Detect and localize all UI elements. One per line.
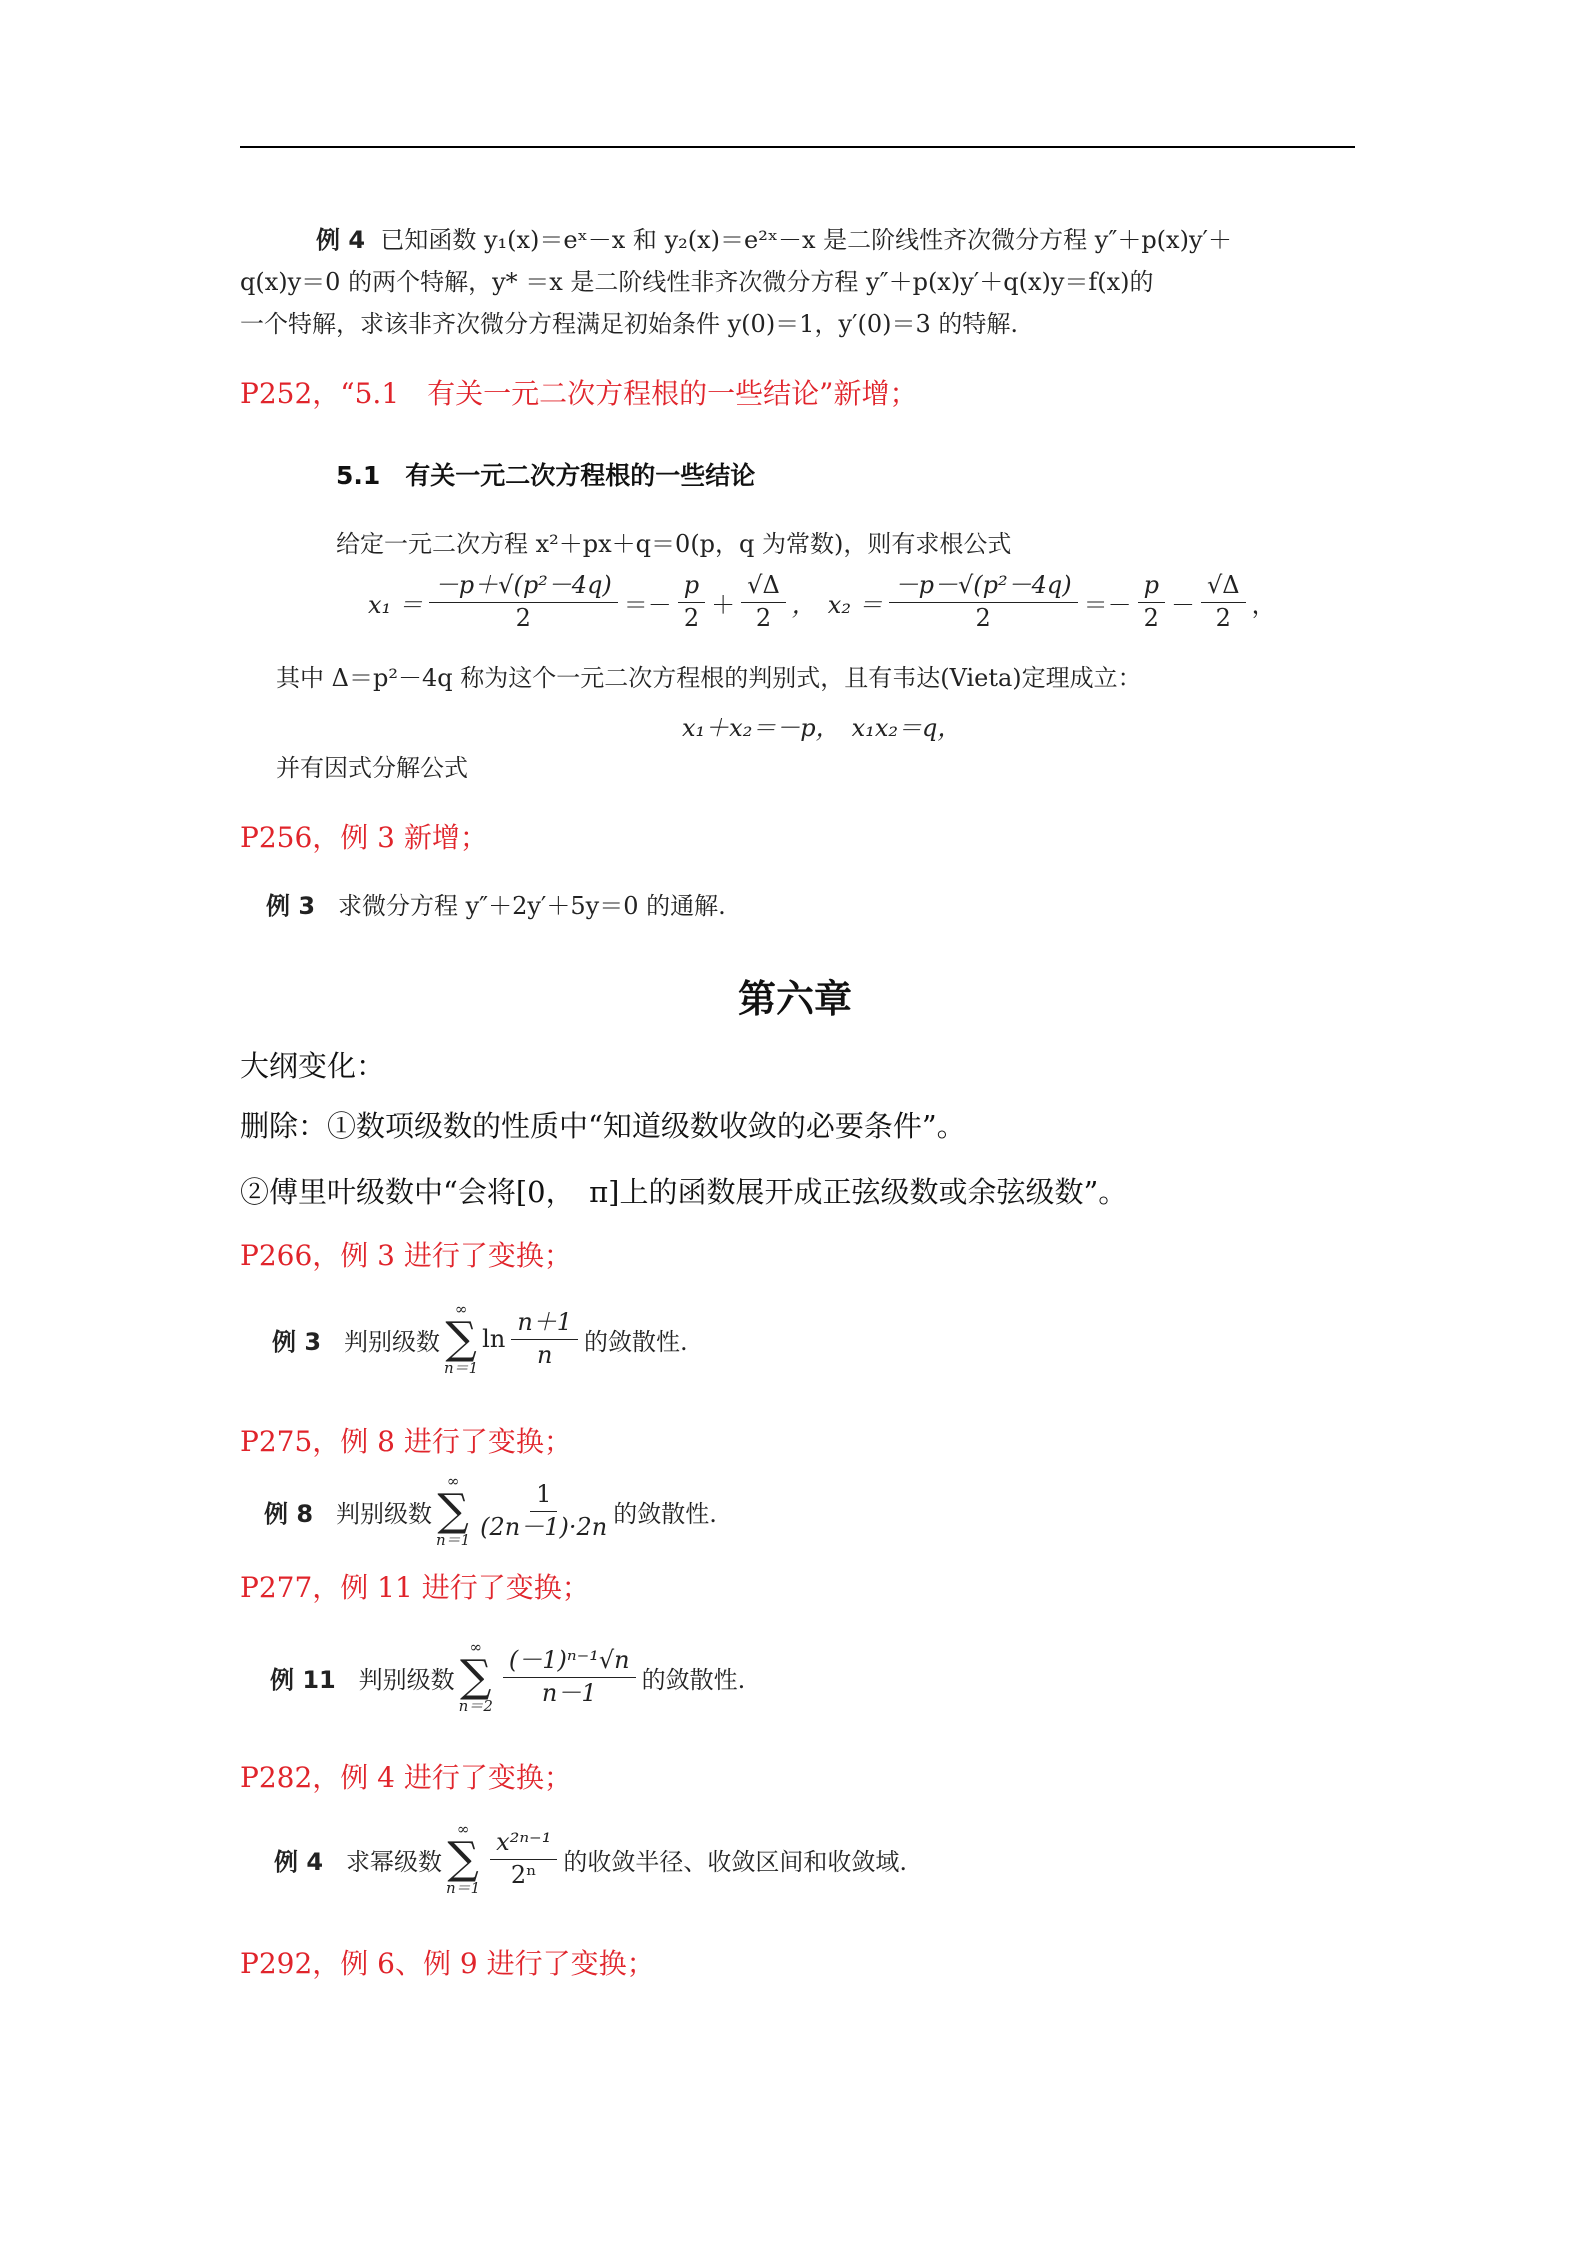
example-4-line-2: q(x)y＝0 的两个特解，y* ＝x 是二阶线性非齐次微分方程 y″＋p(x)y′＋q(x)y＝f(x)的 [240,268,1154,296]
example-3-series: 例 3 判别级数 ∞ ∑ n＝1 ln $\frac{n+1}{n}$ 的敛散性. [272,1300,688,1377]
example-label: 例 8 [264,1499,314,1528]
example-label: 例 4 [316,226,366,254]
sum-symbol: ∞ ∑ n＝2 [458,1638,493,1715]
example-label: 例 3 [266,892,316,920]
example-4-line-3: 一个特解，求该非齐次微分方程满足初始条件 y(0)＝1，y′(0)＝3 的特解. [240,310,1018,338]
note-p266: P266，例 3 进行了变换； [240,1239,572,1272]
delete-line: 删除：①数项级数的性质中“知道级数收敛的必要条件”。 [240,1109,966,1143]
example-label: 例 3 [272,1327,322,1356]
example-3-new: 例 3 求微分方程 y″＋2y′＋5y＝0 的通解. [266,892,726,920]
example-4-line-1: 例 4 已知函数 y₁(x)＝eˣ－x 和 y₂(x)＝e²ˣ－x 是二阶线性齐次微分方程 y″＋p(x)y′＋ [316,226,1232,254]
factorization-line: 并有因式分解公式 [276,754,468,782]
fourier-line: ②傅里叶级数中“会将[0， π]上的函数展开成正弦级数或余弦级数”。 [240,1175,1128,1209]
header-rule [240,146,1355,148]
example-11-series: 例 11 判别级数 ∞ ∑ n＝2 $\frac{\text{(－1)ⁿ⁻¹√n}}{n-1}$ 的敛散性. [270,1638,746,1715]
note-p252: P252，“5.1 有关一元二次方程根的一些结论”新增； [240,377,918,410]
outline-title: 大纲变化： [240,1049,386,1083]
note-p256: P256，例 3 新增； [240,821,488,854]
discriminant-line: 其中 Δ＝p²－4q 称为这个一元二次方程根的判别式，且有韦达(Vieta)定理成立： [276,664,1142,692]
section-5-1-heading: 5.1 有关一元二次方程根的一些结论 [336,461,756,490]
note-p275: P275，例 8 进行了变换； [240,1425,572,1458]
example-8-series: 例 8 判别级数 ∞ ∑ n＝1 $\frac{1}{(2n-1)\cdot 2n}$ 的敛散性. [264,1472,717,1549]
example-label: 例 4 [274,1847,324,1876]
sum-symbol: ∞ ∑ n＝1 [443,1300,479,1377]
sum-symbol: ∞ ∑ n＝1 [445,1820,481,1897]
chapter-title: 第六章 [738,976,853,1021]
vieta-formula: x₁＋x₂＝－p， x₁x₂＝q， [682,714,962,742]
root-formula: x₁ ＝ $\frac{\text{－p＋√(p²－4q)}}{2}$ ＝－ $\frac{p}{2}$ ＋ $\frac{√\Delta}{2}$ ， x₂ ＝ $\frac{\text{－p－√(p²－4q)}}{2}$ ＝－ $\frac{p}{2}$ － $\frac{√\Delta}{2}$ ， [368,571,1276,632]
example-label: 例 11 [270,1665,336,1694]
section-5-1-intro: 给定一元二次方程 x²＋px＋q＝0(p，q 为常数)，则有求根公式 [336,530,1012,558]
note-p277: P277，例 11 进行了变换； [240,1571,590,1604]
sum-symbol: ∞ ∑ n＝1 [435,1472,471,1549]
note-p282: P282，例 4 进行了变换； [240,1761,572,1794]
example-4-power-series: 例 4 求幂级数 ∞ ∑ n＝1 $\frac{\text{x²ⁿ⁻¹}}{\text{2ⁿ}}$ 的收敛半径、收敛区间和收敛域. [274,1820,907,1897]
note-p292: P292，例 6、例 9 进行了变换； [240,1947,655,1980]
